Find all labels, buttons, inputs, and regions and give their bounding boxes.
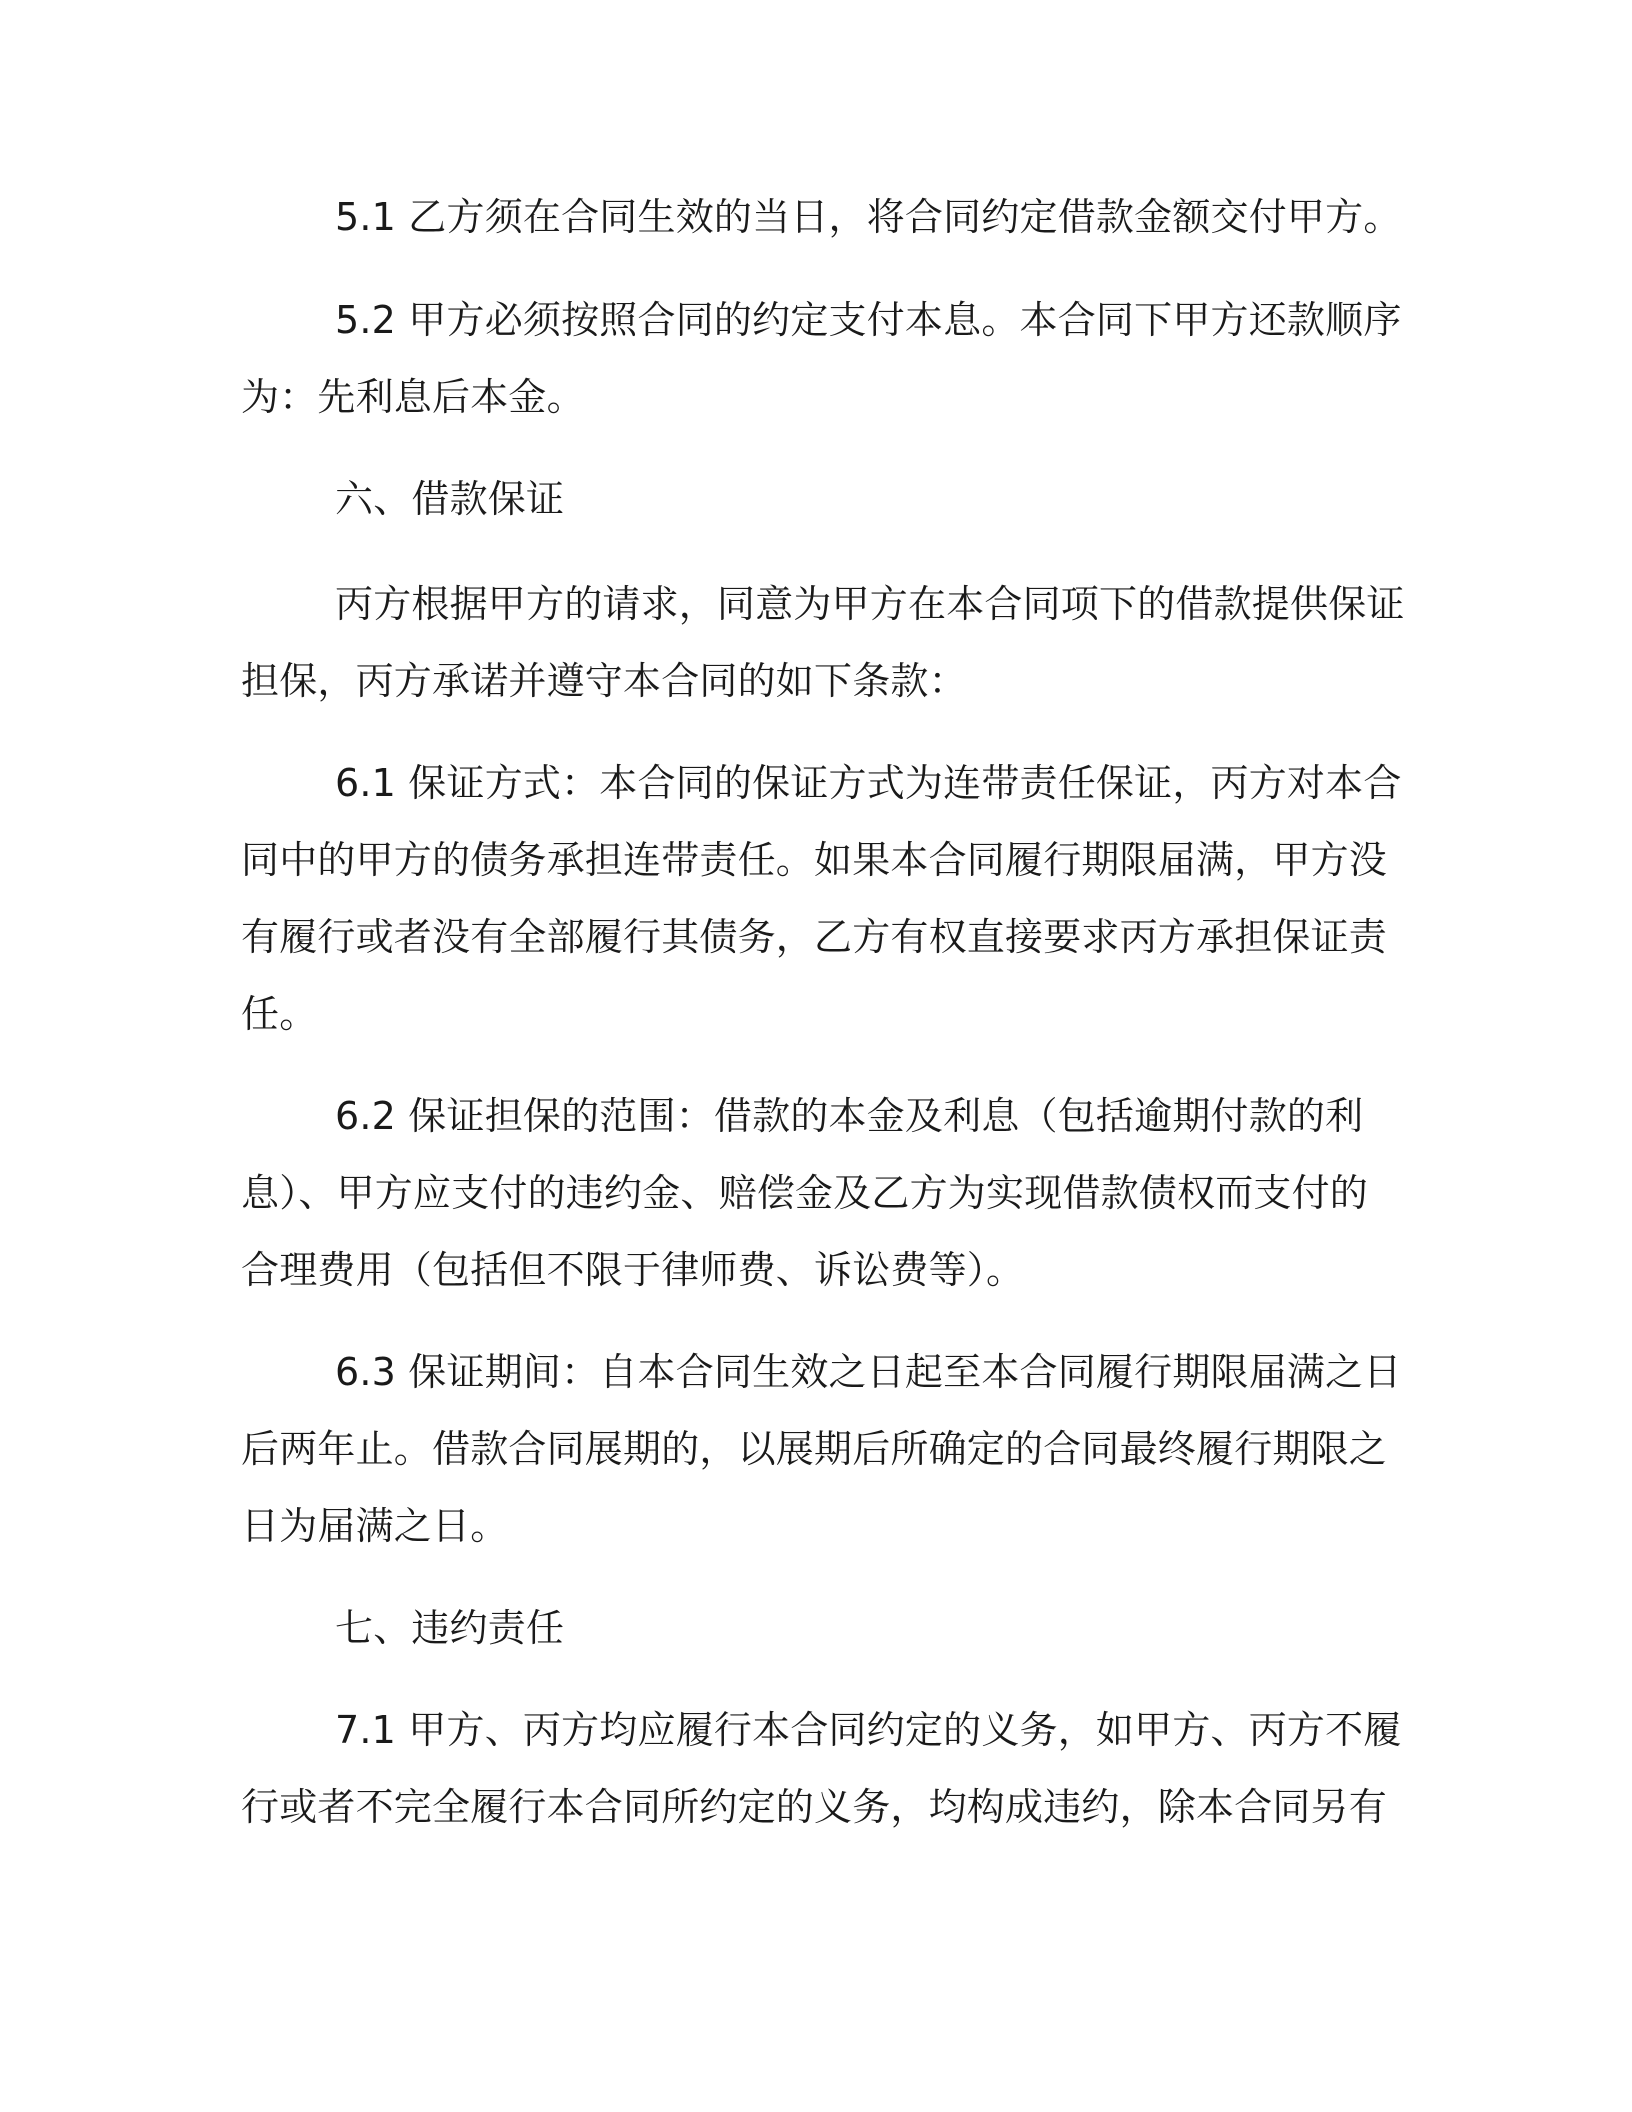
section-6-heading: 六、借款保证 [335, 477, 565, 521]
clause-6-1-line-3: 有履行或者没有全部履行其债务，乙方有权直接要求丙方承担保证责 [241, 915, 1388, 959]
clause-5-2-line-2: 为：先利息后本金。 [241, 375, 585, 419]
section-7-heading: 七、违约责任 [335, 1606, 565, 1650]
clause-5-2-line-1: 5.2 甲方必须按照合同的约定支付本息。本合同下甲方还款顺序 [335, 298, 1402, 342]
clause-6-3-line-3: 日为届满之日。 [241, 1504, 509, 1548]
clause-6-3-line-2: 后两年止。借款合同展期的，以展期后所确定的合同最终履行期限之 [241, 1427, 1388, 1471]
clause-6-1-line-4: 任。 [241, 992, 318, 1036]
clause-7-1-line-1: 7.1 甲方、丙方均应履行本合同约定的义务，如甲方、丙方不履 [335, 1708, 1402, 1752]
clause-6-2-line-1: 6.2 保证担保的范围：借款的本金及利息（包括逾期付款的利 [335, 1094, 1364, 1138]
clause-6-3-line-1: 6.3 保证期间：自本合同生效之日起至本合同履行期限届满之日 [335, 1350, 1402, 1394]
guarantee-intro-line-2: 担保，丙方承诺并遵守本合同的如下条款： [241, 659, 967, 703]
clause-7-1-line-2: 行或者不完全履行本合同所约定的义务，均构成违约，除本合同另有 [241, 1785, 1388, 1829]
clause-6-1-line-2: 同中的甲方的债务承担连带责任。如果本合同履行期限届满，甲方没 [241, 838, 1388, 882]
clause-6-2-line-3: 合理费用（包括但不限于律师费、诉讼费等）。 [241, 1248, 1025, 1292]
clause-5-1-line: 5.1 乙方须在合同生效的当日，将合同约定借款金额交付甲方。 [335, 195, 1402, 239]
clause-6-1-line-1: 6.1 保证方式：本合同的保证方式为连带责任保证，丙方对本合 [335, 761, 1402, 805]
clause-6-2-line-2: 息）、甲方应支付的违约金、赔偿金及乙方为实现借款债权而支付的 [241, 1171, 1369, 1215]
guarantee-intro-line-1: 丙方根据甲方的请求，同意为甲方在本合同项下的借款提供保证 [335, 582, 1405, 626]
